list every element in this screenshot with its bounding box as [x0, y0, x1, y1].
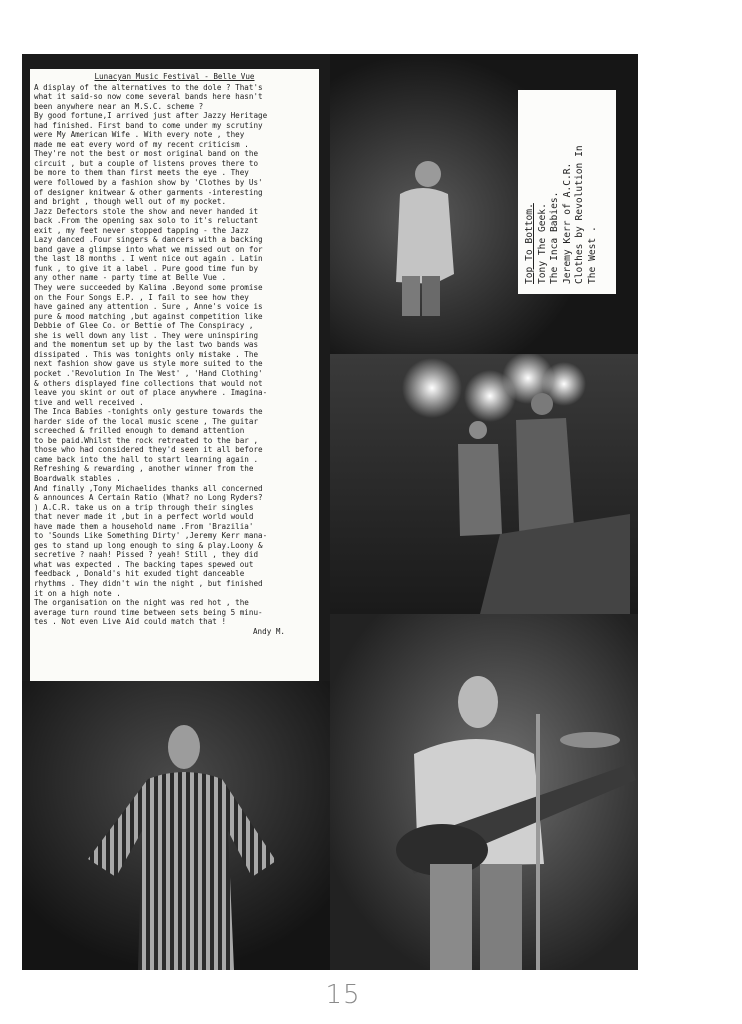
article-line: and the momentum set up by the last two bands was — [34, 340, 259, 350]
article-line: funk , to give it a label . Pure good time fun by — [34, 263, 259, 273]
article-line: tive and well received . — [34, 397, 144, 407]
article-line: back .From the opening sax solo to it's reluctant — [34, 216, 259, 226]
article-line: And finally ,Tony Michaelides thanks all concerned — [34, 483, 263, 493]
article-line: on the Four Songs E.P. , I fail to see how they — [34, 292, 249, 302]
article-line: next fashion show gave us style more suited to the — [34, 359, 263, 369]
article-line: pure & mood matching ,but against competition like — [34, 311, 263, 321]
caption-item: The West . — [586, 226, 598, 284]
caption-item: Tony The Geek. — [536, 203, 548, 284]
article-line: to be paid.Whilst the rock retreated to the bar , — [34, 435, 259, 445]
article-line: what was expected . The backing tapes spewed out — [34, 559, 254, 569]
photo-jeremy-kerr — [330, 614, 638, 970]
article-line: tes . Not even Live Aid could match that ! — [34, 617, 227, 627]
article-title: Lunacyan Music Festival - Belle Vue — [94, 72, 255, 81]
article-line: band gave a glimpse into what we missed out on for — [34, 244, 263, 254]
article-line: had finished. First band to come under my scrutiny — [34, 120, 263, 130]
photo-caption-box — [518, 90, 616, 294]
caption-title: Top To Bottom. — [524, 203, 535, 284]
article-line: what it said-so now come several bands here hasn't — [34, 92, 263, 102]
article-line: Lazy danced .Four singers & dancers with a backing — [34, 235, 263, 245]
article-line: Refreshing & rewarding , another winner from the — [34, 464, 254, 474]
article-line: average turn round time between sets being 5 minu- — [34, 607, 263, 617]
page-number: 15 — [325, 980, 361, 1010]
article-line: exit , my feet never stopped tapping - the Jazz — [34, 225, 249, 235]
article-line: & announces A Certain Ratio (What? no Long Ryders? — [34, 493, 263, 503]
article-line: They were succeeded by Kalima .Beyond some promise — [34, 283, 263, 293]
article-line: The Inca Babies -tonights only gesture towards the — [34, 407, 263, 417]
article-line: By good fortune,I arrived just after Jazzy Heritage — [34, 111, 268, 121]
article-line: came back into the hall to start learning again . — [34, 454, 259, 464]
article-line: & others displayed fine collections that would not — [34, 378, 263, 388]
caption-item: The Inca Babies. — [549, 191, 561, 284]
article-line: made me eat every word of my recent criticism . — [34, 139, 249, 149]
article-line: be more to them than first meets the eye . They — [34, 168, 249, 178]
article-line: ges to stand up long enough to sing & play.Loony & — [34, 540, 263, 550]
article-line: feedback , Donald's hit exuded tight danceable — [34, 569, 245, 579]
article-line: pocket .'Revolution In The West' , 'Hand Clothing' — [34, 368, 263, 378]
article-line: Boardwalk stables . — [34, 473, 121, 483]
article-body — [34, 83, 315, 627]
photo-inca-babies — [330, 354, 638, 614]
article-line: been anywhere near an M.S.C. scheme ? — [34, 101, 204, 111]
article-line: Jazz Defectors stole the show and never handed it — [34, 206, 259, 216]
article-line: ) A.C.R. take us on a trip through their singles — [34, 502, 254, 512]
article-line: leave you skint or out of place anywhere . Imagina- — [34, 388, 268, 398]
article-line: secretive ? naah! Pissed ? yeah! Still , they did — [34, 550, 259, 560]
article-line: circuit , but a couple of listens proves there to — [34, 158, 259, 168]
article-line: rhythms . They didn't win the night , but finished — [34, 578, 263, 588]
article-line: any other name - party time at Belle Vue . — [34, 273, 227, 283]
caption-item: Clothes by Revolution In — [574, 145, 586, 284]
article-line: harder side of the local music scene , The guitar — [34, 416, 259, 426]
article-line: those who had considered they'd seen it all before — [34, 445, 263, 455]
article-line: were followed by a fashion show by 'Clothes by Us' — [34, 178, 263, 188]
article-line: of designer knitwear & other garments -interesting — [34, 187, 263, 197]
photo-revolution-in-the-west — [22, 681, 330, 970]
article-line: that never made it ,but in a perfect world would — [34, 512, 254, 522]
article-line: A display of the alternatives to the dole ? That's — [34, 82, 263, 92]
article-line: Debbie of Glee Co. or Bettie of The Conspiracy , — [34, 321, 254, 331]
article-line: screeched & frilled enough to demand attention — [34, 426, 245, 436]
article-line: dissipated . This was tonights only mistake . The — [34, 349, 259, 359]
article-line: it on a high note . — [34, 588, 121, 598]
article-line: The organisation on the night was red hot , the — [34, 598, 249, 608]
article-line: have gained any attention . Sure , Anne's voice is — [34, 302, 263, 312]
caption-item: Jeremy Kerr of A.C.R. — [561, 162, 573, 284]
article-line: were My American Wife . With every note , they — [34, 130, 245, 140]
article-review — [30, 69, 319, 681]
article-line: have made them a household name .From 'Brazilia' — [34, 521, 254, 531]
article-line: to 'Sounds Like Something Dirty' ,Jeremy Kerr mana- — [34, 531, 268, 541]
article-signature: Andy M. — [252, 626, 285, 636]
article-line: They're not the best or most original band on the — [34, 149, 259, 159]
article-line: the last 18 months . I went nice out again . Latin — [34, 254, 263, 264]
article-line: and bright , though well out of my pocket. — [34, 197, 227, 207]
article-line: she is well down any list . They were uninspiring — [34, 330, 259, 340]
